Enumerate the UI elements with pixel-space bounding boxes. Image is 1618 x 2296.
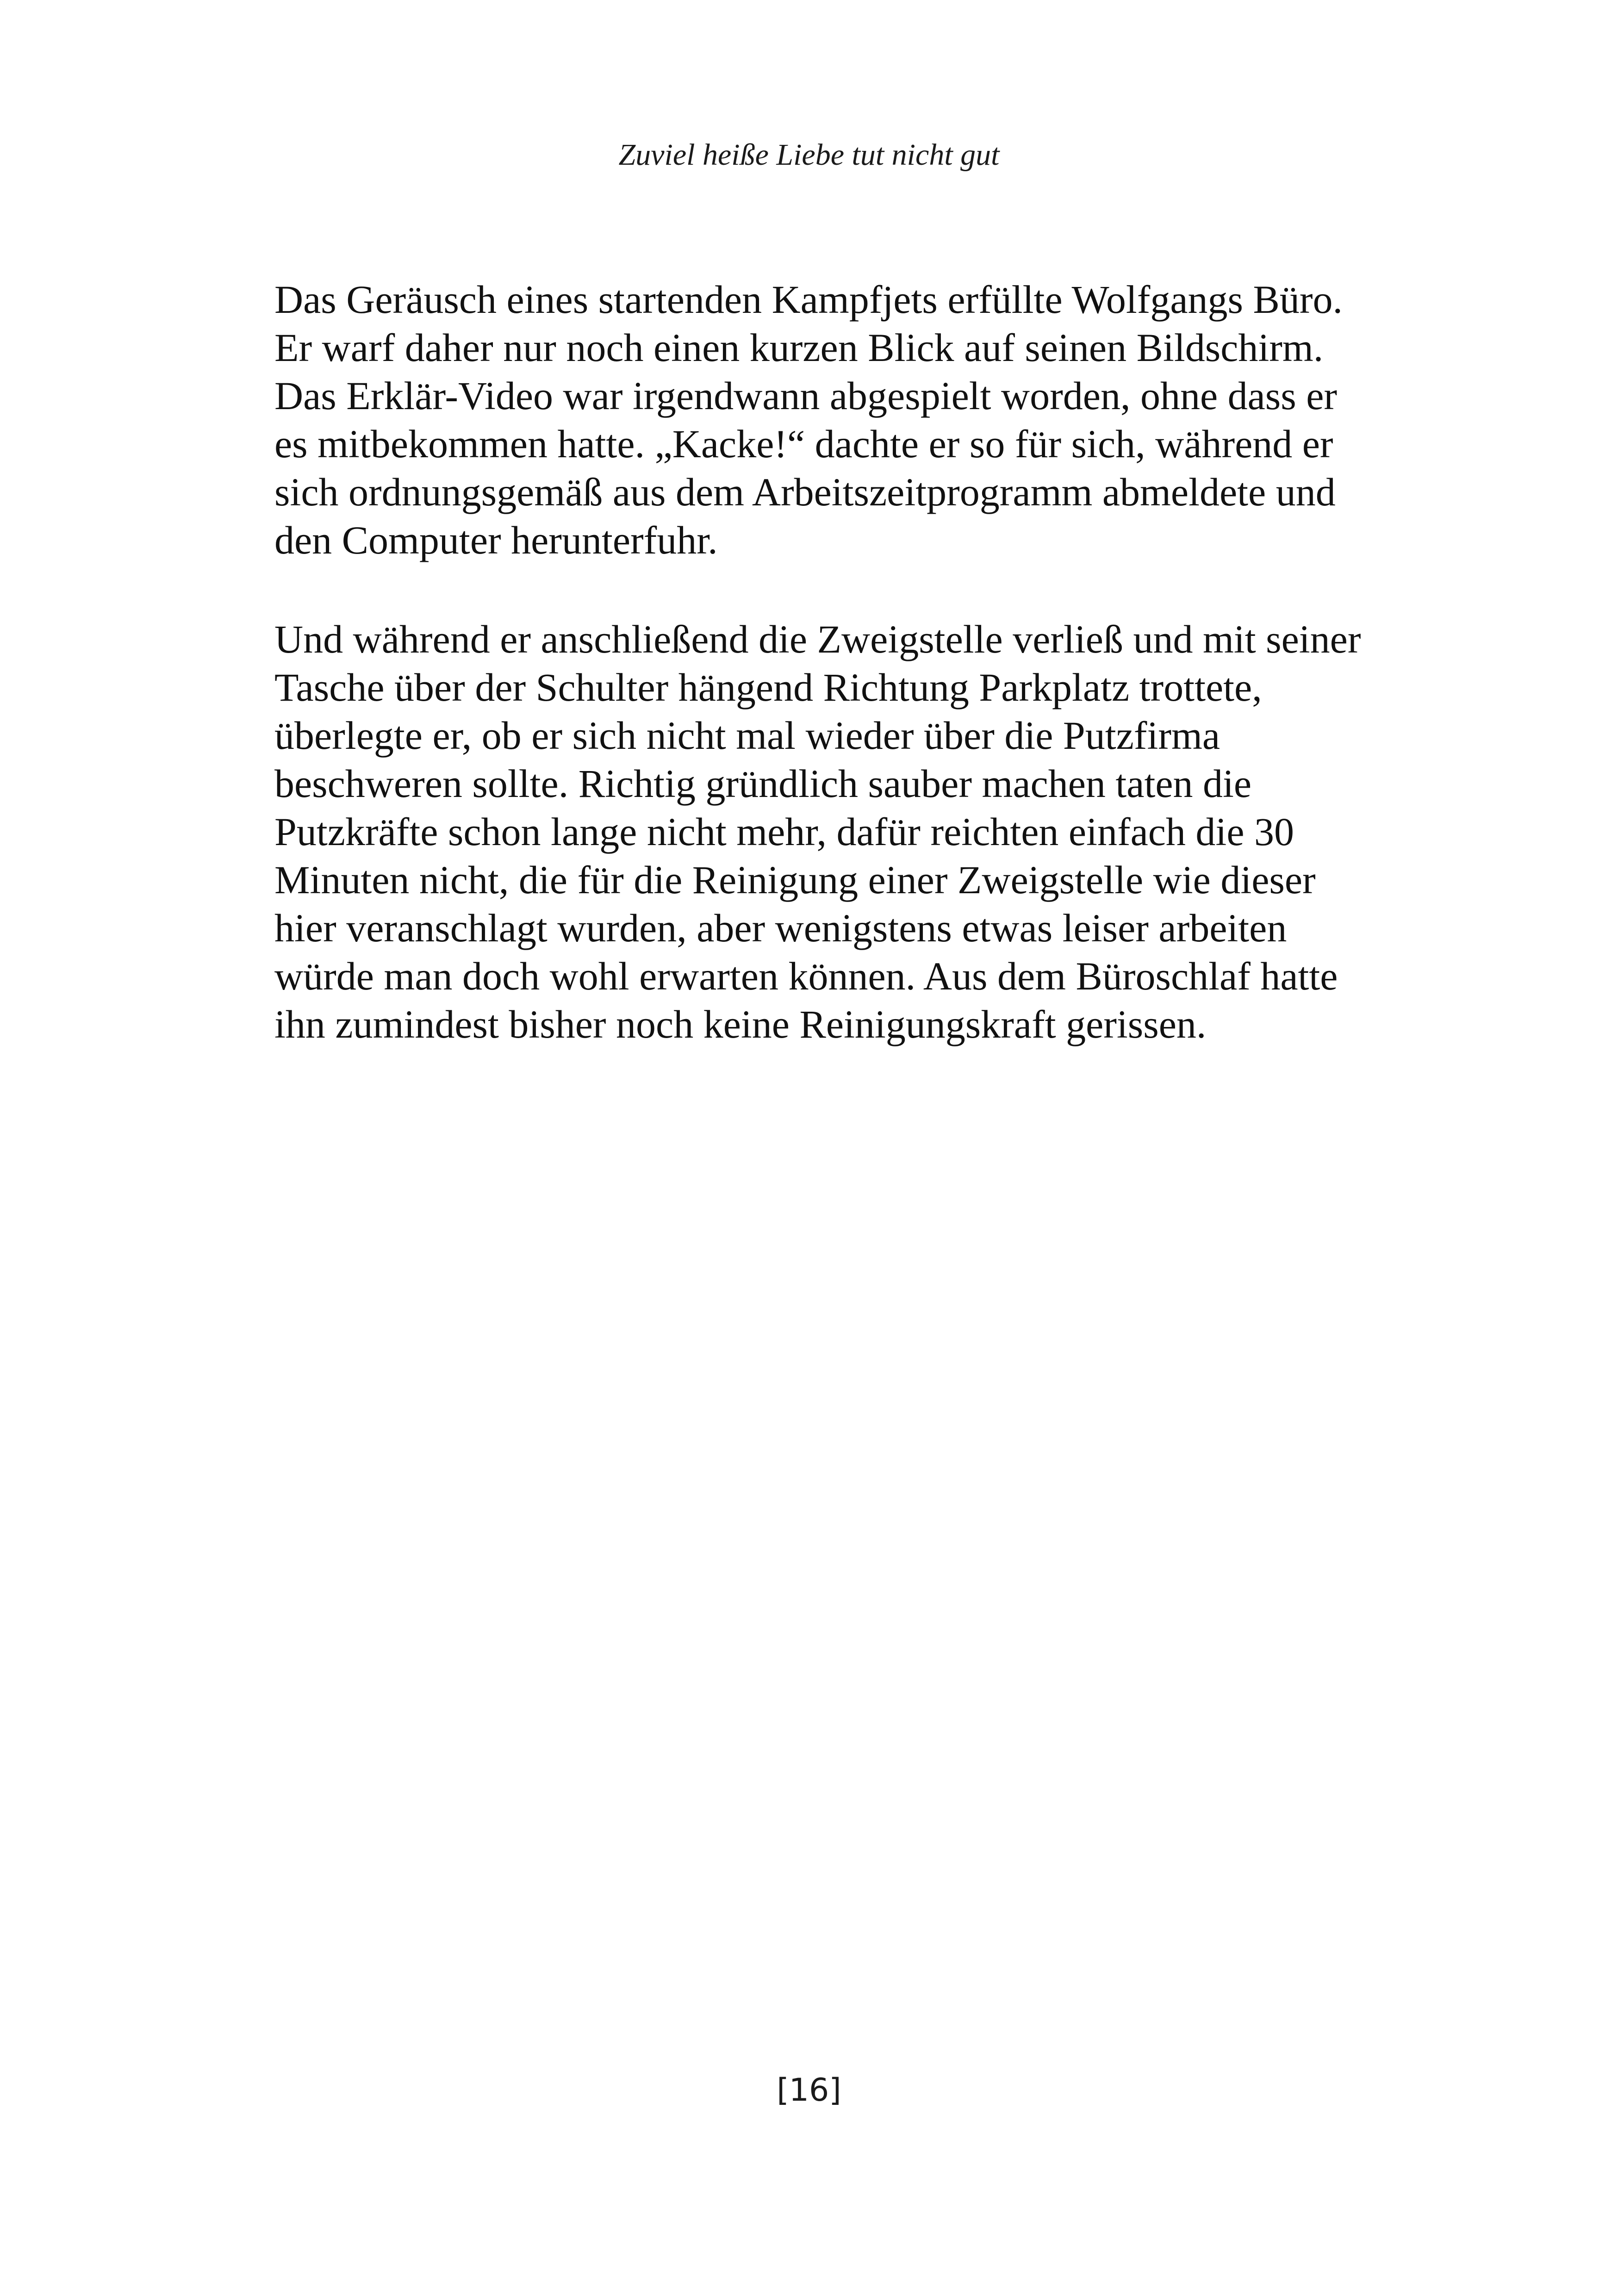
page-number: [16]	[777, 2072, 841, 2109]
text-line: Das Erklär-Video war irgendwann abgespielt worden, ohne dass er	[274, 373, 1338, 418]
text-line: würde man doch wohl erwarten können. Aus dem Büroschlaf hatte	[274, 954, 1338, 998]
text-line: es mitbekommen hatte. „Kacke!“ dachte er so für sich, während er	[274, 422, 1333, 466]
text-line: Er warf daher nur noch einen kurzen Blick auf seinen Bildschirm.	[274, 325, 1324, 370]
text-line: den Computer herunterfuhr.	[274, 518, 718, 562]
text-line: beschweren sollte. Richtig gründlich sauber machen taten die	[274, 761, 1252, 806]
text-line: Tasche über der Schulter hängend Richtung Parkplatz trottete,	[274, 665, 1262, 709]
text-line: hier veranschlagt wurden, aber wenigstens etwas leiser arbeiten	[274, 906, 1287, 950]
text-line: sich ordnungsgemäß aus dem Arbeitszeitprogramm abmeldete und	[274, 470, 1336, 514]
text-line: überlegte er, ob er sich nicht mal wieder über die Putzfirma	[274, 713, 1220, 758]
text-line: Das Geräusch eines startenden Kampfjets erfüllte Wolfgangs Büro.	[274, 277, 1343, 322]
paragraph-1	[274, 275, 1348, 564]
text-line: Und während er anschließend die Zweigstelle verließ und mit seiner	[274, 617, 1361, 661]
paragraph-2	[274, 615, 1361, 1048]
running-header-title: Zuviel heiße Liebe tut nicht gut	[618, 138, 1000, 172]
text-line: Minuten nicht, die für die Reinigung einer Zweigstelle wie dieser	[274, 858, 1316, 902]
text-line: Putzkräfte schon lange nicht mehr, dafür reichten einfach die 30	[274, 809, 1294, 854]
body-text	[274, 275, 1361, 1048]
text-line: ihn zumindest bisher noch keine Reinigungskraft gerissen.	[274, 1002, 1207, 1046]
